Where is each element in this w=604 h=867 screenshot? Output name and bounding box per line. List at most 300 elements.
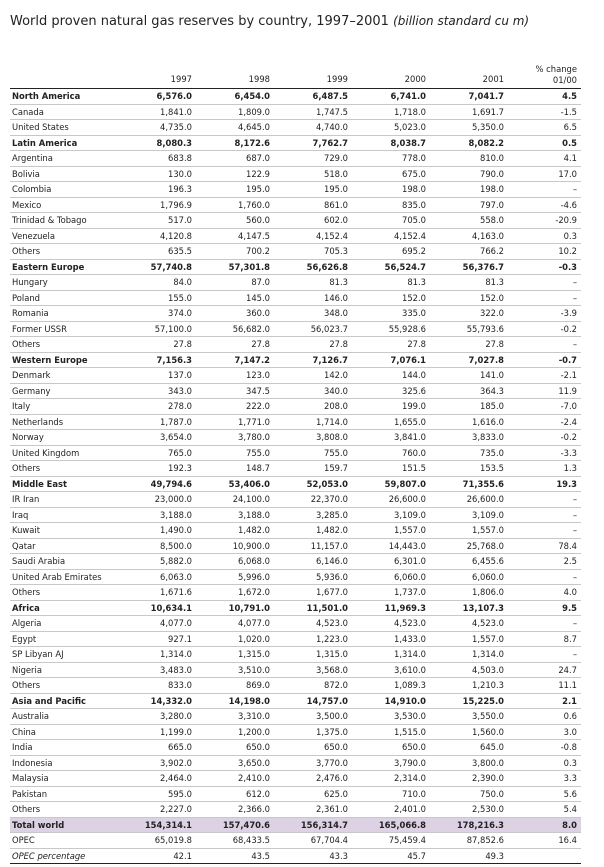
value-cell-1997: 8,500.0 <box>118 538 196 554</box>
country-name-cell: United Arab Emirates <box>10 569 118 585</box>
value-cell-2000: 14,910.0 <box>352 693 430 709</box>
country-name-cell: Hungary <box>10 275 118 291</box>
table-row <box>10 724 581 740</box>
table-row <box>10 306 581 322</box>
table-row <box>10 740 581 756</box>
value-cell-1997: 130.0 <box>118 166 196 182</box>
value-cell-2001: 26,600.0 <box>430 492 508 508</box>
region-row <box>10 352 581 368</box>
percent-change-cell: -2.4 <box>508 414 581 430</box>
table-row <box>10 182 581 198</box>
value-cell-2000: 1,089.3 <box>352 678 430 694</box>
value-cell-2000: 705.0 <box>352 213 430 229</box>
value-cell-1997: 155.0 <box>118 290 196 306</box>
value-cell-1998: 222.0 <box>196 399 274 415</box>
percent-change-cell: 3.3 <box>508 771 581 787</box>
value-cell-2000: 2,401.0 <box>352 802 430 818</box>
percent-change-cell: 4.0 <box>508 585 581 601</box>
table-row <box>10 833 581 849</box>
value-cell-2001: 15,225.0 <box>430 693 508 709</box>
value-cell-2000: 3,530.0 <box>352 709 430 725</box>
header-year-1999: 1999 <box>274 60 352 89</box>
value-cell-2001: 6,060.0 <box>430 569 508 585</box>
value-cell-1997: 3,483.0 <box>118 662 196 678</box>
value-cell-2000: 1,515.0 <box>352 724 430 740</box>
value-cell-2001: 6,455.6 <box>430 554 508 570</box>
value-cell-1998: 145.0 <box>196 290 274 306</box>
value-cell-1997: 635.5 <box>118 244 196 260</box>
value-cell-1997: 4,120.8 <box>118 228 196 244</box>
value-cell-1998: 68,433.5 <box>196 833 274 849</box>
region-row <box>10 600 581 616</box>
percent-change-cell: -0.2 <box>508 321 581 337</box>
value-cell-2000: 695.2 <box>352 244 430 260</box>
title-main: World proven natural gas reserves by country, 1997–2001 <box>10 14 389 29</box>
value-cell-1998: 1,760.0 <box>196 197 274 213</box>
value-cell-1999: 4,152.4 <box>274 228 352 244</box>
value-cell-2001: 3,109.0 <box>430 507 508 523</box>
value-cell-1997: 192.3 <box>118 461 196 477</box>
value-cell-2001: 797.0 <box>430 197 508 213</box>
table-row <box>10 275 581 291</box>
country-name-cell: Australia <box>10 709 118 725</box>
percent-change-cell: – <box>508 569 581 585</box>
value-cell-2001: 153.5 <box>430 461 508 477</box>
value-cell-2001: 3,550.0 <box>430 709 508 725</box>
value-cell-1997: 343.0 <box>118 383 196 399</box>
percent-change-cell: 11.1 <box>508 678 581 694</box>
table-row <box>10 337 581 353</box>
percent-change-cell: – <box>508 507 581 523</box>
table-row <box>10 151 581 167</box>
country-name-cell: SP Libyan AJ <box>10 647 118 663</box>
value-cell-1999: 6,487.5 <box>274 89 352 105</box>
value-cell-1999: 43.3 <box>274 848 352 864</box>
value-cell-1997: 4,077.0 <box>118 616 196 632</box>
value-cell-1998: 8,172.6 <box>196 135 274 151</box>
value-cell-2000: 199.0 <box>352 399 430 415</box>
value-cell-1998: 1,672.0 <box>196 585 274 601</box>
header-year-2001: 2001 <box>430 60 508 89</box>
value-cell-2001: 4,163.0 <box>430 228 508 244</box>
country-name-cell: United Kingdom <box>10 445 118 461</box>
value-cell-1999: 5,936.0 <box>274 569 352 585</box>
value-cell-1999: 2,476.0 <box>274 771 352 787</box>
percent-change-cell: -2.1 <box>508 368 581 384</box>
value-cell-1997: 1,796.9 <box>118 197 196 213</box>
table-row <box>10 430 581 446</box>
country-name-cell: Malaysia <box>10 771 118 787</box>
value-cell-2001: 2,530.0 <box>430 802 508 818</box>
value-cell-2000: 4,523.0 <box>352 616 430 632</box>
value-cell-1999: 518.0 <box>274 166 352 182</box>
country-name-cell: Saudi Arabia <box>10 554 118 570</box>
value-cell-1999: 1,375.0 <box>274 724 352 740</box>
percent-change-cell: -4.6 <box>508 197 581 213</box>
percent-change-cell: 0.6 <box>508 709 581 725</box>
value-cell-1999: 1,482.0 <box>274 523 352 539</box>
percent-change-cell: -0.3 <box>508 259 581 275</box>
value-cell-1998: 24,100.0 <box>196 492 274 508</box>
value-cell-2001: 1,616.0 <box>430 414 508 430</box>
country-name-cell: Iraq <box>10 507 118 523</box>
value-cell-1999: 7,126.7 <box>274 352 352 368</box>
value-cell-2001: 1,806.0 <box>430 585 508 601</box>
value-cell-1999: 208.0 <box>274 399 352 415</box>
percent-change-cell: 19.3 <box>508 476 581 492</box>
value-cell-2000: 710.0 <box>352 786 430 802</box>
value-cell-1999: 146.0 <box>274 290 352 306</box>
value-cell-1998: 2,410.0 <box>196 771 274 787</box>
table-row <box>10 802 581 818</box>
percent-change-cell: -3.3 <box>508 445 581 461</box>
country-name-cell: Romania <box>10 306 118 322</box>
value-cell-2001: 152.0 <box>430 290 508 306</box>
value-cell-2000: 778.0 <box>352 151 430 167</box>
value-cell-1998: 3,510.0 <box>196 662 274 678</box>
value-cell-2001: 56,376.7 <box>430 259 508 275</box>
value-cell-1999: 195.0 <box>274 182 352 198</box>
country-name-cell: Others <box>10 585 118 601</box>
value-cell-1999: 6,146.0 <box>274 554 352 570</box>
document-title <box>10 14 529 29</box>
value-cell-1997: 154,314.1 <box>118 817 196 833</box>
value-cell-1999: 729.0 <box>274 151 352 167</box>
value-cell-2001: 49.3 <box>430 848 508 864</box>
value-cell-2000: 7,076.1 <box>352 352 430 368</box>
percent-change-cell: 0.5 <box>508 135 581 151</box>
header-percent-change <box>508 60 581 89</box>
country-name-cell: Latin America <box>10 135 118 151</box>
country-name-cell: Others <box>10 244 118 260</box>
value-cell-1999: 11,157.0 <box>274 538 352 554</box>
header-year-1997: 1997 <box>118 60 196 89</box>
table-row <box>10 585 581 601</box>
gas-reserves-table <box>10 60 581 864</box>
value-cell-2001: 1,557.0 <box>430 631 508 647</box>
value-cell-1997: 927.1 <box>118 631 196 647</box>
value-cell-1998: 5,996.0 <box>196 569 274 585</box>
value-cell-1997: 27.8 <box>118 337 196 353</box>
value-cell-1997: 4,735.0 <box>118 120 196 136</box>
value-cell-1999: 1,677.0 <box>274 585 352 601</box>
table-row <box>10 290 581 306</box>
percent-change-cell: 16.4 <box>508 833 581 849</box>
value-cell-1997: 23,000.0 <box>118 492 196 508</box>
value-cell-2000: 6,741.0 <box>352 89 430 105</box>
country-name-cell: Denmark <box>10 368 118 384</box>
region-row <box>10 135 581 151</box>
percent-change-cell: 10.2 <box>508 244 581 260</box>
value-cell-1997: 665.0 <box>118 740 196 756</box>
percent-change-cell: -1.5 <box>508 104 581 120</box>
value-cell-1999: 705.3 <box>274 244 352 260</box>
value-cell-1998: 3,780.0 <box>196 430 274 446</box>
percent-change-cell: 17.0 <box>508 166 581 182</box>
value-cell-2000: 152.0 <box>352 290 430 306</box>
value-cell-2001: 5,350.0 <box>430 120 508 136</box>
value-cell-2000: 4,152.4 <box>352 228 430 244</box>
value-cell-1998: 87.0 <box>196 275 274 291</box>
value-cell-1998: 122.9 <box>196 166 274 182</box>
value-cell-2001: 2,390.0 <box>430 771 508 787</box>
value-cell-2001: 7,041.7 <box>430 89 508 105</box>
value-cell-1999: 348.0 <box>274 306 352 322</box>
region-row <box>10 89 581 105</box>
value-cell-1998: 360.0 <box>196 306 274 322</box>
value-cell-1998: 2,366.0 <box>196 802 274 818</box>
value-cell-1998: 3,310.0 <box>196 709 274 725</box>
percent-change-cell: 4.5 <box>508 89 581 105</box>
percent-change-cell: -20.9 <box>508 213 581 229</box>
value-cell-2000: 198.0 <box>352 182 430 198</box>
value-cell-1997: 49,794.6 <box>118 476 196 492</box>
value-cell-1997: 137.0 <box>118 368 196 384</box>
value-cell-1999: 22,370.0 <box>274 492 352 508</box>
value-cell-1999: 340.0 <box>274 383 352 399</box>
region-row <box>10 476 581 492</box>
value-cell-2001: 178,216.3 <box>430 817 508 833</box>
country-name-cell: Qatar <box>10 538 118 554</box>
country-name-cell: Algeria <box>10 616 118 632</box>
value-cell-1998: 1,020.0 <box>196 631 274 647</box>
header-year-1998: 1998 <box>196 60 274 89</box>
table-row <box>10 166 581 182</box>
value-cell-1999: 1,747.5 <box>274 104 352 120</box>
value-cell-2001: 25,768.0 <box>430 538 508 554</box>
percent-change-cell: 0.3 <box>508 755 581 771</box>
percent-change-cell: 8.7 <box>508 631 581 647</box>
value-cell-1997: 8,080.3 <box>118 135 196 151</box>
country-name-cell: OPEC percentage <box>10 848 118 864</box>
country-name-cell: Argentina <box>10 151 118 167</box>
value-cell-1997: 196.3 <box>118 182 196 198</box>
value-cell-1999: 56,626.8 <box>274 259 352 275</box>
table-row <box>10 709 581 725</box>
value-cell-1997: 42.1 <box>118 848 196 864</box>
country-name-cell: Africa <box>10 600 118 616</box>
percent-change-cell: 6.5 <box>508 120 581 136</box>
percent-change-cell: -3.9 <box>508 306 581 322</box>
percent-change-cell: 0.3 <box>508 228 581 244</box>
value-cell-2001: 4,503.0 <box>430 662 508 678</box>
value-cell-2001: 810.0 <box>430 151 508 167</box>
value-cell-2000: 835.0 <box>352 197 430 213</box>
country-name-cell: United States <box>10 120 118 136</box>
value-cell-1999: 159.7 <box>274 461 352 477</box>
country-name-cell: Total world <box>10 817 118 833</box>
value-cell-1998: 3,650.0 <box>196 755 274 771</box>
value-cell-1999: 7,762.7 <box>274 135 352 151</box>
percent-change-cell: -0.8 <box>508 740 581 756</box>
table-row <box>10 104 581 120</box>
value-cell-1997: 765.0 <box>118 445 196 461</box>
value-cell-2000: 2,314.0 <box>352 771 430 787</box>
value-cell-1998: 6,454.0 <box>196 89 274 105</box>
value-cell-2000: 55,928.6 <box>352 321 430 337</box>
country-name-cell: China <box>10 724 118 740</box>
percent-change-cell: 78.4 <box>508 538 581 554</box>
value-cell-1997: 517.0 <box>118 213 196 229</box>
value-cell-1997: 65,019.8 <box>118 833 196 849</box>
table-row <box>10 213 581 229</box>
value-cell-1997: 1,841.0 <box>118 104 196 120</box>
country-name-cell: Mexico <box>10 197 118 213</box>
country-name-cell: Others <box>10 678 118 694</box>
value-cell-1997: 2,464.0 <box>118 771 196 787</box>
value-cell-2000: 6,301.0 <box>352 554 430 570</box>
table-row <box>10 647 581 663</box>
value-cell-1997: 595.0 <box>118 786 196 802</box>
value-cell-1997: 57,740.8 <box>118 259 196 275</box>
table-row <box>10 538 581 554</box>
value-cell-2000: 45.7 <box>352 848 430 864</box>
value-cell-2000: 5,023.0 <box>352 120 430 136</box>
table-row <box>10 507 581 523</box>
value-cell-2001: 750.0 <box>430 786 508 802</box>
value-cell-2000: 1,557.0 <box>352 523 430 539</box>
value-cell-2000: 1,718.0 <box>352 104 430 120</box>
value-cell-1997: 84.0 <box>118 275 196 291</box>
country-name-cell: Netherlands <box>10 414 118 430</box>
value-cell-1999: 755.0 <box>274 445 352 461</box>
value-cell-1998: 27.8 <box>196 337 274 353</box>
value-cell-1998: 10,900.0 <box>196 538 274 554</box>
value-cell-2001: 7,027.8 <box>430 352 508 368</box>
percent-change-cell: 9.5 <box>508 600 581 616</box>
table-row <box>10 414 581 430</box>
percent-change-cell: – <box>508 616 581 632</box>
region-row <box>10 259 581 275</box>
value-cell-1999: 67,704.4 <box>274 833 352 849</box>
country-name-cell: India <box>10 740 118 756</box>
table-header-row <box>10 60 581 89</box>
value-cell-2000: 81.3 <box>352 275 430 291</box>
value-cell-1999: 156,314.7 <box>274 817 352 833</box>
value-cell-2000: 8,038.7 <box>352 135 430 151</box>
value-cell-2001: 13,107.3 <box>430 600 508 616</box>
value-cell-1999: 872.0 <box>274 678 352 694</box>
country-name-cell: Asia and Pacific <box>10 693 118 709</box>
value-cell-1997: 1,671.6 <box>118 585 196 601</box>
country-name-cell: Trinidad & Tobago <box>10 213 118 229</box>
value-cell-2000: 3,841.0 <box>352 430 430 446</box>
header-change-line1: % change <box>535 64 577 74</box>
percent-change-cell: – <box>508 290 581 306</box>
value-cell-2000: 1,655.0 <box>352 414 430 430</box>
value-cell-1999: 56,023.7 <box>274 321 352 337</box>
value-cell-1997: 2,227.0 <box>118 802 196 818</box>
value-cell-2000: 3,790.0 <box>352 755 430 771</box>
country-name-cell: Eastern Europe <box>10 259 118 275</box>
title-unit: (billion standard cu m) <box>393 14 530 28</box>
value-cell-1999: 4,523.0 <box>274 616 352 632</box>
value-cell-1997: 1,314.0 <box>118 647 196 663</box>
region-row <box>10 693 581 709</box>
value-cell-1997: 10,634.1 <box>118 600 196 616</box>
percent-change-cell: – <box>508 492 581 508</box>
table-row <box>10 383 581 399</box>
header-change-line2: 01/00 <box>552 75 577 85</box>
value-cell-1998: 157,470.6 <box>196 817 274 833</box>
value-cell-2001: 645.0 <box>430 740 508 756</box>
table-row <box>10 755 581 771</box>
table-row <box>10 523 581 539</box>
value-cell-1999: 3,770.0 <box>274 755 352 771</box>
value-cell-1997: 3,902.0 <box>118 755 196 771</box>
value-cell-2001: 364.3 <box>430 383 508 399</box>
percent-change-cell: 1.3 <box>508 461 581 477</box>
value-cell-1998: 56,682.0 <box>196 321 274 337</box>
percent-change-cell: – <box>508 182 581 198</box>
value-cell-2000: 3,109.0 <box>352 507 430 523</box>
value-cell-1999: 625.0 <box>274 786 352 802</box>
table-body <box>10 89 581 864</box>
value-cell-1997: 1,199.0 <box>118 724 196 740</box>
country-name-cell: Italy <box>10 399 118 415</box>
value-cell-1999: 602.0 <box>274 213 352 229</box>
value-cell-2000: 56,524.7 <box>352 259 430 275</box>
value-cell-1998: 4,645.0 <box>196 120 274 136</box>
table-row <box>10 678 581 694</box>
percent-change-cell: – <box>508 647 581 663</box>
value-cell-1999: 52,053.0 <box>274 476 352 492</box>
value-cell-1998: 53,406.0 <box>196 476 274 492</box>
percent-change-cell: – <box>508 337 581 353</box>
country-name-cell: Colombia <box>10 182 118 198</box>
value-cell-1998: 1,771.0 <box>196 414 274 430</box>
value-cell-2000: 144.0 <box>352 368 430 384</box>
country-name-cell: Others <box>10 461 118 477</box>
value-cell-2001: 8,082.2 <box>430 135 508 151</box>
value-cell-2001: 185.0 <box>430 399 508 415</box>
value-cell-2001: 790.0 <box>430 166 508 182</box>
value-cell-1997: 3,654.0 <box>118 430 196 446</box>
value-cell-1997: 683.8 <box>118 151 196 167</box>
value-cell-2001: 3,800.0 <box>430 755 508 771</box>
value-cell-2000: 75,459.4 <box>352 833 430 849</box>
value-cell-2000: 325.6 <box>352 383 430 399</box>
value-cell-1999: 142.0 <box>274 368 352 384</box>
value-cell-2001: 198.0 <box>430 182 508 198</box>
value-cell-2001: 1,557.0 <box>430 523 508 539</box>
table-row <box>10 228 581 244</box>
country-name-cell: Middle East <box>10 476 118 492</box>
value-cell-1998: 7,147.2 <box>196 352 274 368</box>
table-row <box>10 120 581 136</box>
value-cell-1998: 347.5 <box>196 383 274 399</box>
value-cell-2001: 1,691.7 <box>430 104 508 120</box>
table-row <box>10 662 581 678</box>
value-cell-2000: 14,443.0 <box>352 538 430 554</box>
value-cell-1998: 148.7 <box>196 461 274 477</box>
percent-change-cell: 2.5 <box>508 554 581 570</box>
percent-change-cell: -0.2 <box>508 430 581 446</box>
percent-change-cell: 5.4 <box>508 802 581 818</box>
value-cell-1999: 11,501.0 <box>274 600 352 616</box>
value-cell-2001: 558.0 <box>430 213 508 229</box>
value-cell-2000: 1,433.0 <box>352 631 430 647</box>
value-cell-1997: 3,188.0 <box>118 507 196 523</box>
country-name-cell: Former USSR <box>10 321 118 337</box>
table-row <box>10 399 581 415</box>
country-name-cell: Indonesia <box>10 755 118 771</box>
value-cell-1997: 7,156.3 <box>118 352 196 368</box>
percent-change-cell: 3.0 <box>508 724 581 740</box>
value-cell-2000: 1,314.0 <box>352 647 430 663</box>
table-row <box>10 461 581 477</box>
value-cell-1998: 1,809.0 <box>196 104 274 120</box>
